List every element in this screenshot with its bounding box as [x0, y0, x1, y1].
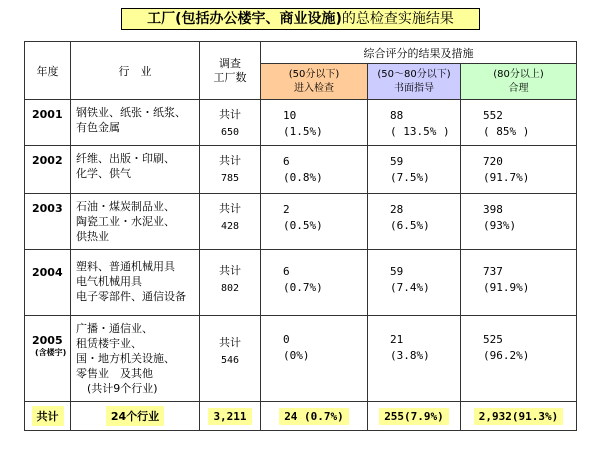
- total-cat2-cell: 255(7.9%): [368, 402, 461, 431]
- cat3-cell: 398 (93%): [461, 194, 577, 250]
- header-count: 调查 工厂数: [200, 42, 261, 100]
- table-row: [25, 250, 577, 316]
- table-row: [25, 146, 577, 194]
- cat3-cell: 737 (91.9%): [461, 250, 577, 316]
- total-label-cell: 共计: [25, 402, 71, 431]
- total-industries-cell: 24个行业: [71, 402, 200, 431]
- cat2-cell: 28 (6.5%): [368, 194, 461, 250]
- cat3-cell: 552 ( 85% ): [461, 100, 577, 146]
- year-cell: 2005 (含楼宇): [25, 316, 71, 402]
- results-table: [24, 41, 577, 431]
- page-title: [121, 8, 480, 30]
- table-row: [25, 316, 577, 402]
- year-cell: 2003: [25, 194, 71, 250]
- header-cat-written-guidance: (50～80分以下) 书面指导: [368, 64, 461, 100]
- title-bold-part: 工厂(包括办公楼宇、商业设施): [147, 11, 342, 27]
- cat2-cell: 59 (7.4%): [368, 250, 461, 316]
- total-cat3-cell: 2,932(91.3%): [461, 402, 577, 431]
- cat1-cell: 6 (0.8%): [261, 146, 368, 194]
- year-cell: 2002: [25, 146, 71, 194]
- title-normal-part: 的总检查实施结果: [341, 11, 454, 27]
- header-industry: 行 业: [71, 42, 200, 100]
- cat1-cell: 2 (0.5%): [261, 194, 368, 250]
- cat2-cell: 88 ( 13.5% ): [368, 100, 461, 146]
- cat2-cell: 21 (3.8%): [368, 316, 461, 402]
- count-cell: 共计 802: [200, 250, 261, 316]
- cat1-cell: 0 (0%): [261, 316, 368, 402]
- header-cat-inspection: (50分以下) 进入检查: [261, 64, 368, 100]
- table-row: [25, 194, 577, 250]
- industry-cell: 广播・通信业、 租赁楼宇业、 国・地方机关设施、 零售业 及其他 (共计9个行业): [71, 316, 200, 402]
- count-cell: 共计 428: [200, 194, 261, 250]
- industry-cell: 石油・煤炭制品业、 陶瓷工业・水泥业、 供热业: [71, 194, 200, 250]
- cat2-cell: 59 (7.5%): [368, 146, 461, 194]
- cat1-cell: 10 (1.5%): [261, 100, 368, 146]
- year-cell: 2001: [25, 100, 71, 146]
- cat3-cell: 525 (96.2%): [461, 316, 577, 402]
- header-year: 年度: [25, 42, 71, 100]
- count-cell: 共计 650: [200, 100, 261, 146]
- total-row: [25, 402, 577, 431]
- cat3-cell: 720 (91.7%): [461, 146, 577, 194]
- header-cat-reasonable: (80分以上) 合理: [461, 64, 577, 100]
- industry-cell: 纤维、出版・印刷、 化学、供气: [71, 146, 200, 194]
- industry-cell: 钢铁业、纸张・纸浆、 有色金属: [71, 100, 200, 146]
- total-count-cell: 3,211: [200, 402, 261, 431]
- year-note: (含楼宇): [35, 348, 67, 357]
- year-cell: 2004: [25, 250, 71, 316]
- table-row: [25, 100, 577, 146]
- total-cat1-cell: 24 (0.7%): [261, 402, 368, 431]
- count-cell: 共计 785: [200, 146, 261, 194]
- count-cell: 共计 546: [200, 316, 261, 402]
- header-evaluation: 综合评分的结果及措施: [261, 42, 577, 64]
- industry-cell: 塑料、普通机械用具 电气机械用具 电子零部件、通信设备: [71, 250, 200, 316]
- cat1-cell: 6 (0.7%): [261, 250, 368, 316]
